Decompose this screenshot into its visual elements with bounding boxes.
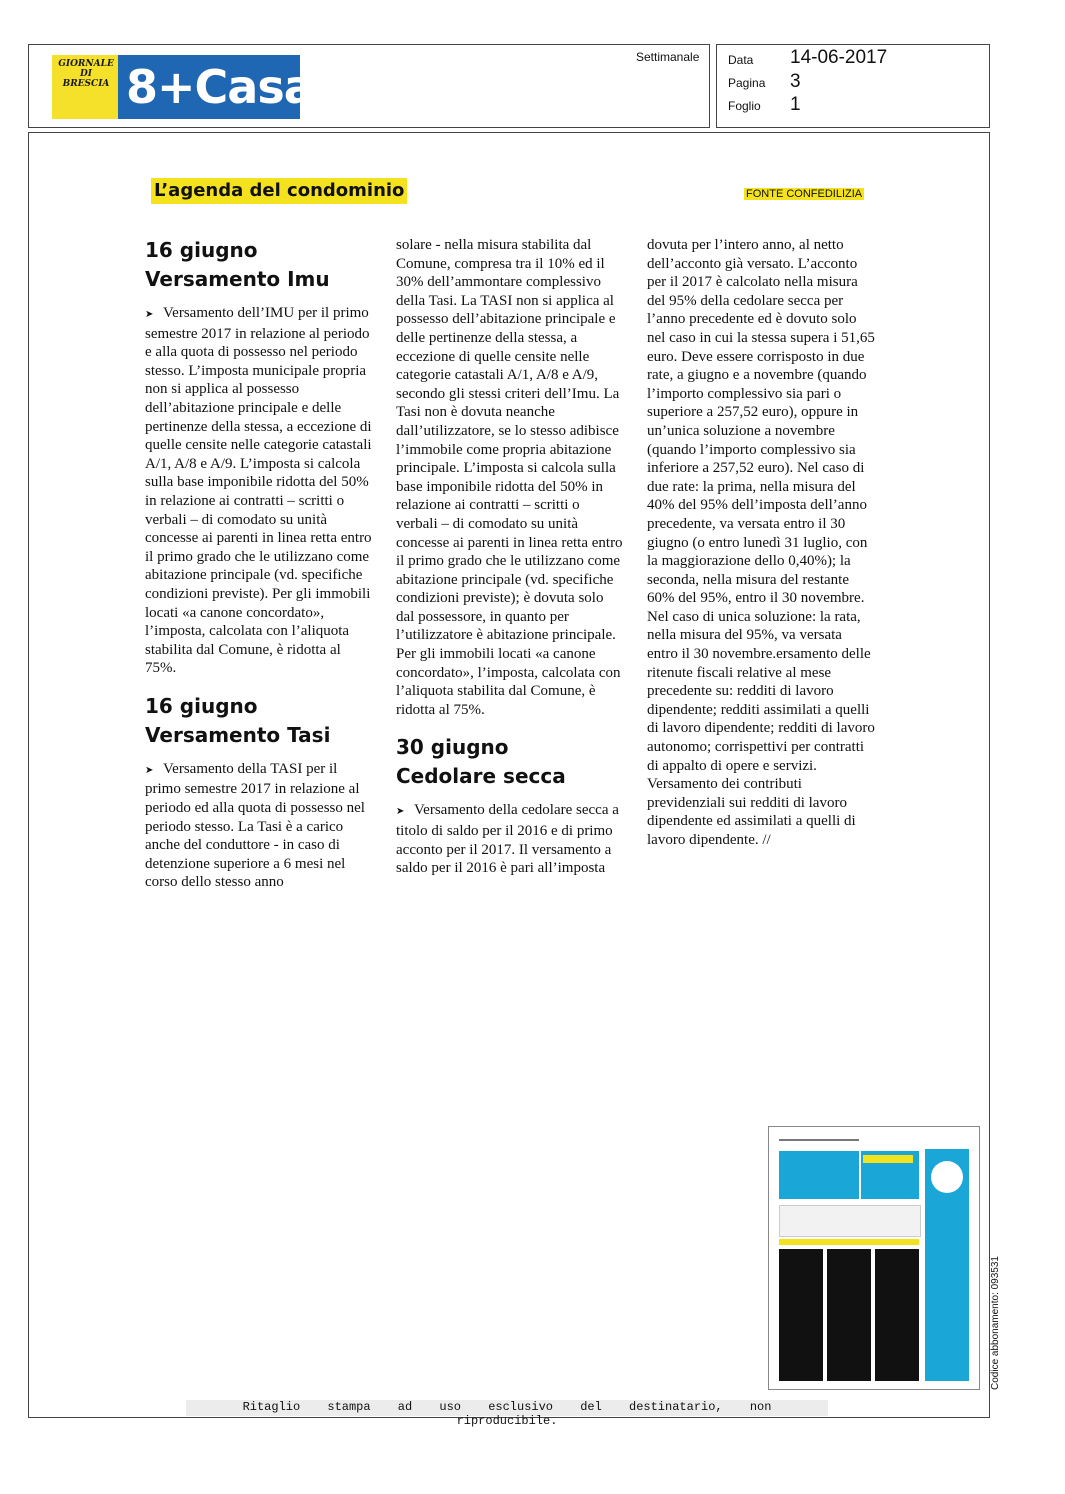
thumb-numbers-box [779, 1205, 921, 1237]
meta-page-value: 3 [790, 71, 801, 92]
bullet-icon: ➤ [396, 806, 405, 818]
footer-notice: Ritaglio stampa ad uso esclusivo del destinatario, non riproducibile. [242, 1400, 772, 1428]
subscription-code: Codice abbonamento: 093531 [990, 1256, 1001, 1390]
item-tasi-continuation: solare - nella misura stabilita dal Comune, compresa tra il 10% ed il 30% dell’ammontare complessivo della Tasi. La TASI non si applica al possesso dell’abitazione principale e delle pertinenze della stessa, a eccezione di quelle censite nelle categorie catastali A/1, A/8 e A/9, secondo gli stessi criteri dell’Imu. La Tasi non è dovuta neanche dall’utilizzatore, se lo stesso adibisce l’immobile come propria abitazione principale. L’imposta si calcola sulla base imponibile ridotta del 50% in relazione ai contratti – scritti o verbali – di comodato su unità concesse ai parenti in linea retta entro il primo grado che le utilizzano come abitazione principale (vd. specifiche condizioni previste); è dovuta solo dal possessore, in quanto per l’utilizzatore è abitazione principale. Per gli immobili locati «a canone concordato», l’imposta, calcolata con l’aliquota stabilita dal Comune, è ridotta al 75%. [396, 237, 623, 718]
bullet-icon: ➤ [145, 764, 154, 776]
item-imu-text [145, 304, 373, 678]
thumb-text-col-2 [827, 1249, 871, 1381]
item-tasi-date: 16 giugno [145, 693, 258, 718]
item-cedolare-date: 30 giugno [396, 735, 509, 760]
meta-sheet-label: Foglio [728, 99, 761, 113]
item-cedolare-heading [396, 733, 624, 791]
item-imu-title: Versamento Imu [145, 267, 330, 291]
meta-date-label: Data [728, 53, 754, 67]
article-column-2 [396, 236, 624, 892]
thumb-section-bar [779, 1239, 919, 1245]
meta-date-value: 14-06-2017 [790, 47, 888, 68]
logo-badge [52, 55, 118, 119]
section-title: L’agenda del condominio [151, 178, 407, 204]
newspaper-logo [52, 55, 314, 119]
thumb-interview-badge [931, 1161, 963, 1193]
item-imu-heading [145, 236, 373, 294]
item-cedolare-title: Cedolare secca [396, 764, 566, 789]
item-imu-date: 16 giugno [145, 238, 258, 262]
meta-sheet-value: 1 [790, 94, 801, 115]
item-tasi-text [145, 760, 373, 892]
item-cedolare-continuation: dovuta per l’intero anno, al netto dell’acconto già versato. L’acconto per il 2017 è calcolato nella misura del 95% della cedolare secca per l’anno precedente ed è dovuto solo nel caso in cui la stessa supera i 51,65 euro. Deve essere corrisposto in due rate, a giugno e a novembre (quando l’importo complessivo sia pari o superiore a 257,52 euro), oppure in un’unica soluzione a novembre (quando l’importo complessivo sia inferiore a 257,52 euro). Nel caso di due rate: la prima, nella misura del 40% del 95% dell’imposta dell’anno precedente, va versata entro il 30 giugno (o entro lunedì 31 luglio, con la maggiorazione dello 0,40%); la seconda, nella misura del restante 60% del 95%, entro il 30 novembre. Nel caso di unica soluzione: la rata, nella misura del 95%, va versata entro il 30 novembre.ersamento delle ritenute fiscali relative al mese precedente su: redditi di lavoro dipendente; redditi assimilati a quelli di lavoro dipendente; redditi di lavoro autonomo; corrispettivi per contratti di appalto di opere e servizi. Versamento dei contributi previdenziali sui redditi di lavoro dipendente ed assimilati a quelli di lavoro dipendente. // [647, 237, 875, 848]
logo-line2: DI BRESCIA [62, 69, 110, 89]
source-label: FONTE CONFEDILIZIA [746, 188, 863, 200]
thumb-yellow-tag [863, 1155, 913, 1163]
item-tasi-title: Versamento Tasi [145, 722, 331, 747]
article-column-3 [647, 236, 875, 850]
thumb-text-col-1 [779, 1249, 823, 1381]
item-tasi-heading [145, 692, 373, 750]
meta-page-label: Pagina [728, 76, 766, 90]
thumb-cyan-block [779, 1151, 859, 1199]
bullet-icon: ➤ [145, 309, 154, 320]
item-tasi-body: Versamento della TASI per il primo semestre 2017 in relazione al periodo ed alla quota di possesso nel periodo stesso. La Tasi è a carico anche del conduttore - in caso di detenzione superiore a 6 mesi nel corso dello stesso anno [145, 760, 365, 891]
item-cedolare-body: Versamento della cedolare secca a titolo di saldo per il 2016 e di primo acconto per il 2017. Il versamento a saldo per il 2016 è pari all’imposta [396, 802, 619, 877]
logo-line1: GIORNALE [58, 59, 114, 69]
item-imu-body: Versamento dell’IMU per il primo semestre 2017 in relazione al periodo e alla quota di possesso nel periodo stesso. L’imposta municipale propria non si applica al possesso dell’abitazione principale e delle pertinenze della stessa, a eccezione di quelle censite nelle categorie catastali A/1, A/8 e A/9. L’imposta si calcola sulla base imponibile ridotta del 50% in relazione ai contratti – scritti o verbali – di comodato su unità concesse ai parenti in linea retta entro il primo grado che le utilizzano come abitazione principale (vd. specifiche condizioni previste). Per gli immobili locati «a canone concordato», l’imposta, calcolata con l’aliquota stabilita dal Comune, è ridotta al 75%. [145, 305, 372, 677]
thumb-header-line [779, 1139, 859, 1141]
item-cedolare-text [396, 801, 624, 877]
thumb-text-col-3 [875, 1249, 919, 1381]
article-column-1 [145, 236, 373, 906]
publication-frequency: Settimanale [636, 50, 700, 64]
logo-brand: 8+Casa [118, 55, 300, 119]
page-thumbnail [768, 1126, 980, 1390]
